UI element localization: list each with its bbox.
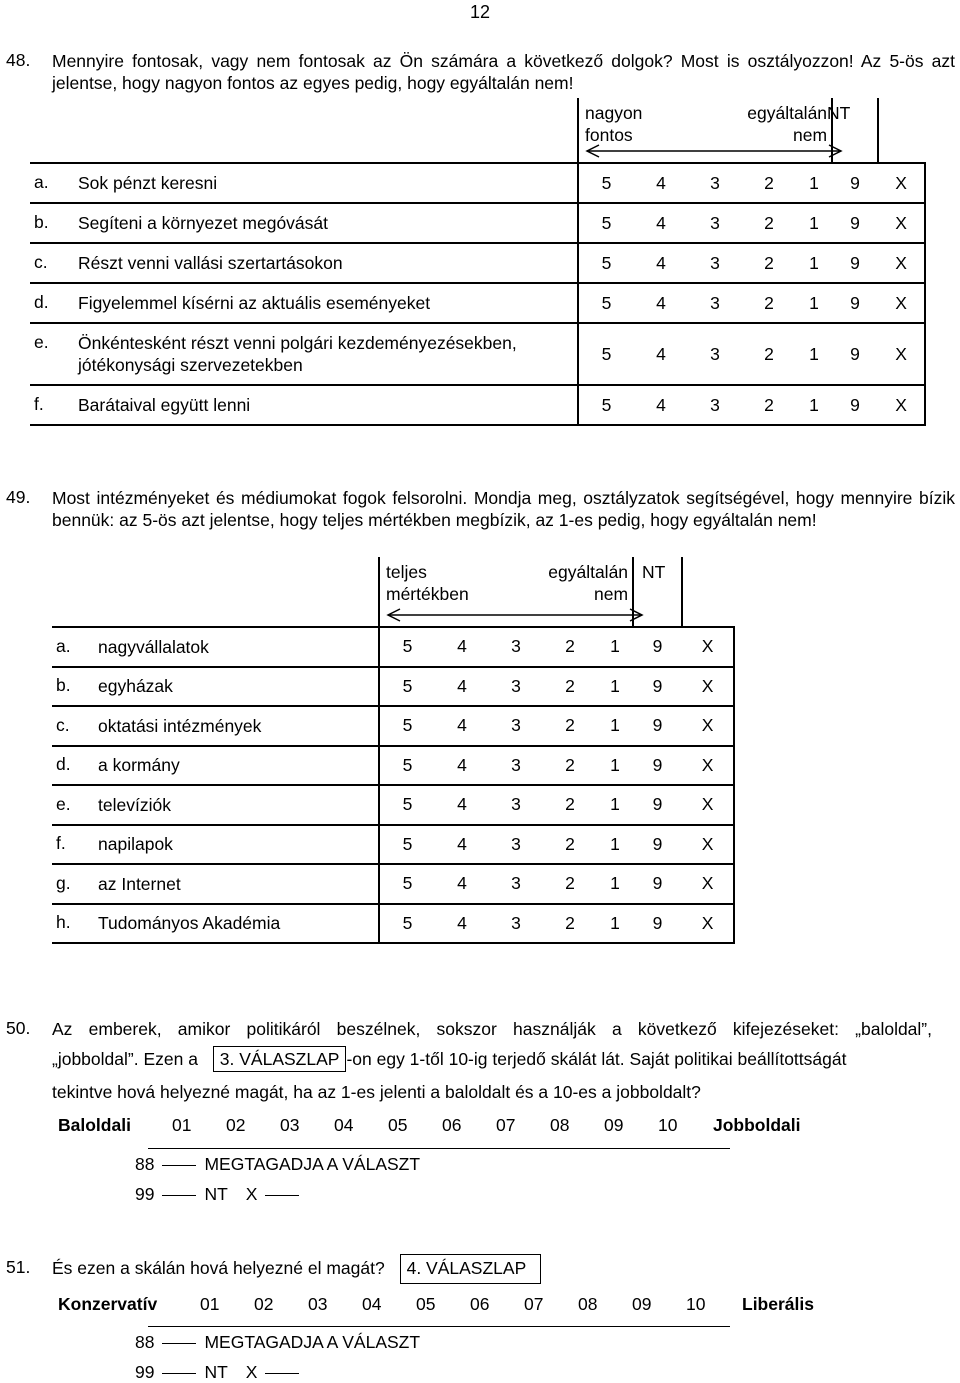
scale-option-9[interactable]: 9 — [633, 904, 682, 944]
item-letter: g. — [56, 872, 71, 893]
scale-option-07[interactable]: 07 — [496, 1115, 516, 1135]
dash-icon — [162, 1195, 196, 1196]
scale-option-08[interactable]: 08 — [550, 1115, 570, 1135]
scale-option-4[interactable]: 4 — [634, 243, 688, 283]
q51-scale — [0, 1294, 960, 1318]
item-text-line-1: Önkéntesként részt venni polgári kezdeményezésekben, — [78, 333, 517, 353]
scale-option-9[interactable]: 9 — [832, 243, 878, 283]
item-text: Segíteni a környezet megóvását — [78, 213, 329, 233]
scale-option-2[interactable]: 2 — [543, 706, 597, 746]
scale-option-X[interactable]: X — [682, 627, 734, 667]
table-row — [52, 825, 734, 865]
item-text-line-2: jótékonysági szervezetekben — [78, 355, 303, 375]
item-text: Tudományos Akadémia — [98, 913, 281, 934]
scale-option-2[interactable]: 2 — [543, 864, 597, 904]
dash-icon — [162, 1165, 196, 1166]
q50-scale — [0, 1115, 960, 1139]
item-letter: a. — [56, 635, 71, 656]
q50-right-label: Jobboldali — [713, 1115, 801, 1135]
q49-header-right-1: egyáltalán — [548, 562, 629, 582]
dash-icon — [162, 1343, 196, 1344]
q48-header-right-2: nem — [793, 125, 828, 145]
double-arrow-icon — [380, 608, 650, 622]
scale-option-1[interactable]: 1 — [796, 323, 832, 385]
q51-refuse-text: MEGTAGADJA A VÁLASZT — [204, 1332, 421, 1352]
scale-option-2[interactable]: 2 — [543, 746, 597, 786]
scale-option-5[interactable]: 5 — [379, 706, 435, 746]
scale-option-3[interactable]: 3 — [489, 785, 543, 825]
item-label-cell — [52, 667, 379, 707]
item-text: napilapok — [98, 834, 173, 855]
scale-option-1[interactable]: 1 — [796, 283, 832, 323]
scale-option-09[interactable]: 09 — [604, 1115, 624, 1135]
scale-option-X[interactable]: X — [878, 243, 925, 283]
q50-left-label: Baloldali — [58, 1115, 131, 1135]
item-text: televíziók — [98, 794, 171, 815]
q51-nt-text: NT — [204, 1362, 228, 1382]
item-label-cell — [30, 323, 578, 385]
scale-option-4[interactable]: 4 — [435, 864, 489, 904]
scale-option-3[interactable]: 3 — [688, 385, 742, 425]
table-row — [30, 243, 925, 283]
q48-header-left-1: nagyon — [585, 103, 643, 123]
scale-option-1[interactable]: 1 — [597, 785, 633, 825]
scale-option-9[interactable]: 9 — [633, 627, 682, 667]
q49-header-left-2: mértékben — [386, 584, 469, 604]
scale-option-4[interactable]: 4 — [435, 904, 489, 944]
scale-option-4[interactable]: 4 — [435, 627, 489, 667]
scale-option-2[interactable]: 2 — [742, 243, 796, 283]
scale-option-X[interactable]: X — [878, 283, 925, 323]
scale-option-06[interactable]: 06 — [442, 1115, 462, 1135]
scale-option-2[interactable]: 2 — [543, 825, 597, 865]
q50-card-box: 3. VÁLASZLAP — [213, 1046, 347, 1072]
q49-table — [52, 557, 735, 944]
scale-option-3[interactable]: 3 — [489, 627, 543, 667]
item-letter: b. — [56, 675, 71, 696]
scale-option-4[interactable]: 4 — [634, 283, 688, 323]
item-text: Részt venni vallási szertartásokon — [78, 253, 343, 273]
scale-option-02[interactable]: 02 — [254, 1294, 274, 1314]
scale-option-01[interactable]: 01 — [200, 1294, 220, 1314]
scale-option-4[interactable]: 4 — [435, 667, 489, 707]
q49-header-right-2: nem — [594, 584, 629, 604]
table-row — [52, 746, 734, 786]
q48-number: 48. — [6, 50, 31, 70]
scale-option-1[interactable]: 1 — [796, 203, 832, 243]
table-row — [30, 323, 925, 385]
table-row — [52, 785, 734, 825]
q50-refuse-code: 88 — [135, 1154, 155, 1174]
item-text: az Internet — [98, 873, 181, 894]
item-text: a kormány — [98, 755, 180, 776]
q50-line-3: tekintve hová helyezné magát, ha az 1-es jelenti a baloldalt és a 10-es a jobboldalt? — [52, 1082, 701, 1102]
scale-option-3[interactable]: 3 — [489, 706, 543, 746]
scale-option-4[interactable]: 4 — [634, 385, 688, 425]
table-row — [52, 706, 734, 746]
q50-line-1: Az emberek, amikor politikáról beszélnek, sokszor használják a következő kifejezéseket: „baloldal”, — [52, 1019, 932, 1039]
scale-option-5[interactable]: 5 — [379, 825, 435, 865]
item-letter: c. — [56, 714, 70, 735]
scale-option-3[interactable]: 3 — [688, 203, 742, 243]
q51-refuse-row — [135, 1332, 420, 1353]
item-text: Figyelemmel kísérni az aktuális eseményeket — [78, 293, 431, 313]
scale-option-9[interactable]: 9 — [633, 785, 682, 825]
item-letter: b. — [34, 212, 49, 232]
table-row — [52, 667, 734, 707]
scale-option-4[interactable]: 4 — [634, 203, 688, 243]
item-label-cell — [52, 746, 379, 786]
scale-option-X[interactable]: X — [878, 323, 925, 385]
scale-option-1[interactable]: 1 — [597, 706, 633, 746]
scale-option-X[interactable]: X — [878, 385, 925, 425]
scale-option-2[interactable]: 2 — [543, 667, 597, 707]
item-letter: f. — [56, 833, 66, 854]
scale-option-1[interactable]: 1 — [597, 667, 633, 707]
q51-nt-x: X — [245, 1362, 258, 1382]
table-row — [30, 283, 925, 323]
scale-option-3[interactable]: 3 — [688, 323, 742, 385]
scale-option-9[interactable]: 9 — [832, 323, 878, 385]
scale-option-05[interactable]: 05 — [388, 1115, 408, 1135]
item-label-cell — [52, 864, 379, 904]
item-letter: d. — [56, 754, 71, 775]
scale-option-1[interactable]: 1 — [796, 385, 832, 425]
scale-option-3[interactable]: 3 — [489, 825, 543, 865]
q51-refuse-code: 88 — [135, 1332, 155, 1352]
scale-option-5[interactable]: 5 — [578, 385, 634, 425]
scale-option-1[interactable]: 1 — [597, 864, 633, 904]
scale-option-2[interactable]: 2 — [543, 904, 597, 944]
scale-option-07[interactable]: 07 — [524, 1294, 544, 1314]
item-label-cell — [30, 385, 578, 425]
q50-line-2a: „jobboldal”. Ezen a — [52, 1049, 198, 1069]
scale-option-5[interactable]: 5 — [379, 904, 435, 944]
table-row — [30, 163, 925, 203]
q49-header-left-1: teljes — [386, 562, 427, 582]
q48-header-nt: NT — [827, 103, 851, 123]
scale-option-9[interactable]: 9 — [832, 203, 878, 243]
scale-option-1[interactable]: 1 — [796, 243, 832, 283]
q48-header-left-2: fontos — [585, 125, 633, 145]
q49-text: Most intézményeket és médiumokat fogok felsorolni. Mondja meg, osztályzatok segítségével, hogy mennyire bízik bennük: az 5-ös azt jelentse, hogy teljes mértékben megbízik, az 1-es pedig, hogy egyáltalán nem! — [52, 488, 955, 530]
dash-icon — [265, 1373, 299, 1374]
scale-option-3[interactable]: 3 — [489, 667, 543, 707]
scale-option-9[interactable]: 9 — [832, 163, 878, 203]
table-row — [52, 904, 734, 944]
scale-option-5[interactable]: 5 — [578, 203, 634, 243]
item-text: Barátaival együtt lenni — [78, 395, 251, 415]
scale-option-4[interactable]: 4 — [435, 825, 489, 865]
scale-option-X[interactable]: X — [878, 203, 925, 243]
item-label-cell — [30, 163, 578, 203]
scale-option-06[interactable]: 06 — [470, 1294, 490, 1314]
q50-scale-line — [148, 1148, 730, 1149]
scale-option-01[interactable]: 01 — [172, 1115, 192, 1135]
scale-option-02[interactable]: 02 — [226, 1115, 246, 1135]
scale-option-2[interactable]: 2 — [742, 283, 796, 323]
scale-option-04[interactable]: 04 — [362, 1294, 382, 1314]
q51-scale-line — [148, 1326, 730, 1327]
scale-option-2[interactable]: 2 — [742, 163, 796, 203]
scale-option-1[interactable]: 1 — [796, 163, 832, 203]
double-arrow-icon — [579, 144, 849, 158]
dash-icon — [162, 1373, 196, 1374]
scale-option-X[interactable]: X — [682, 904, 734, 944]
q51-left-label: Konzervatív — [58, 1294, 158, 1314]
scale-option-5[interactable]: 5 — [379, 667, 435, 707]
scale-option-3[interactable]: 3 — [489, 746, 543, 786]
scale-option-9[interactable]: 9 — [633, 746, 682, 786]
item-text — [78, 332, 517, 376]
scale-option-3[interactable]: 3 — [489, 864, 543, 904]
q50-nt-text: NT — [204, 1184, 228, 1204]
item-label-cell — [52, 627, 379, 667]
table-row — [30, 203, 925, 243]
scale-option-4[interactable]: 4 — [634, 323, 688, 385]
q50-line-2b: -on egy 1-től 10-ig terjedő skálát lát. Saját politikai beállítottságát — [346, 1049, 847, 1069]
scale-option-2[interactable]: 2 — [543, 785, 597, 825]
q51-line — [52, 1254, 541, 1284]
scale-option-4[interactable]: 4 — [634, 163, 688, 203]
scale-option-9[interactable]: 9 — [832, 283, 878, 323]
q51-number: 51. — [6, 1257, 31, 1277]
scale-option-X[interactable]: X — [682, 746, 734, 786]
item-text: Sok pénzt keresni — [78, 173, 218, 193]
q49-scale-header — [379, 557, 633, 627]
q51-card-box: 4. VÁLASZLAP — [400, 1254, 542, 1284]
scale-option-4[interactable]: 4 — [435, 785, 489, 825]
q51-text: És ezen a skálán hová helyezné el magát? — [52, 1258, 385, 1278]
scale-option-1[interactable]: 1 — [597, 746, 633, 786]
q50-nt-row — [135, 1184, 307, 1205]
scale-option-3[interactable]: 3 — [688, 283, 742, 323]
scale-option-9[interactable]: 9 — [633, 706, 682, 746]
scale-option-X[interactable]: X — [682, 825, 734, 865]
q51-right-label: Liberális — [742, 1294, 814, 1314]
q48-table — [30, 98, 926, 426]
item-label-cell — [52, 825, 379, 865]
scale-option-1[interactable]: 1 — [597, 904, 633, 944]
q48-header-right-1: egyáltalán — [747, 103, 828, 123]
item-letter: e. — [56, 793, 71, 814]
scale-option-X[interactable]: X — [878, 163, 925, 203]
scale-option-3[interactable]: 3 — [688, 243, 742, 283]
page-number: 12 — [470, 2, 491, 22]
item-text: nagyvállalatok — [98, 636, 209, 657]
item-letter: a. — [34, 172, 49, 192]
q50-nt-x: X — [245, 1184, 258, 1204]
table-row — [52, 627, 734, 667]
scale-option-2[interactable]: 2 — [742, 385, 796, 425]
scale-option-10[interactable]: 10 — [686, 1294, 706, 1314]
q49-header-nt: NT — [642, 562, 666, 582]
scale-option-04[interactable]: 04 — [334, 1115, 354, 1135]
item-label-cell — [52, 904, 379, 944]
table-row — [52, 864, 734, 904]
scale-option-05[interactable]: 05 — [416, 1294, 436, 1314]
scale-option-3[interactable]: 3 — [688, 163, 742, 203]
item-letter: f. — [34, 394, 44, 414]
scale-option-5[interactable]: 5 — [578, 243, 634, 283]
scale-option-03[interactable]: 03 — [308, 1294, 328, 1314]
dash-icon — [265, 1195, 299, 1196]
item-letter: e. — [34, 332, 49, 352]
item-letter: h. — [56, 912, 71, 933]
table-row — [30, 385, 925, 425]
scale-option-X[interactable]: X — [682, 785, 734, 825]
item-letter: d. — [34, 292, 49, 312]
item-label-cell — [52, 706, 379, 746]
item-text: egyházak — [98, 676, 173, 697]
item-label-cell — [52, 785, 379, 825]
scale-option-2[interactable]: 2 — [742, 203, 796, 243]
item-label-cell — [30, 203, 578, 243]
scale-option-X[interactable]: X — [682, 667, 734, 707]
item-label-cell — [30, 243, 578, 283]
scale-option-4[interactable]: 4 — [435, 746, 489, 786]
scale-option-2[interactable]: 2 — [543, 627, 597, 667]
scale-option-4[interactable]: 4 — [435, 706, 489, 746]
q50-line-2 — [52, 1046, 937, 1072]
q50-refuse-text: MEGTAGADJA A VÁLASZT — [204, 1154, 421, 1174]
q48-scale-header — [578, 98, 832, 163]
scale-option-9[interactable]: 9 — [832, 385, 878, 425]
scale-option-5[interactable]: 5 — [578, 323, 634, 385]
item-text: oktatási intézmények — [98, 715, 262, 736]
scale-option-2[interactable]: 2 — [742, 323, 796, 385]
scale-option-5[interactable]: 5 — [379, 746, 435, 786]
scale-option-X[interactable]: X — [682, 706, 734, 746]
scale-option-9[interactable]: 9 — [633, 864, 682, 904]
scale-option-5[interactable]: 5 — [578, 283, 634, 323]
scale-option-03[interactable]: 03 — [280, 1115, 300, 1135]
scale-option-5[interactable]: 5 — [379, 864, 435, 904]
scale-option-X[interactable]: X — [682, 864, 734, 904]
q49-number: 49. — [6, 487, 31, 507]
scale-option-5[interactable]: 5 — [578, 163, 634, 203]
q48-text: Mennyire fontosak, vagy nem fontosak az Ön számára a következő dolgok? Most is osztályozzon! Az 5-ös azt jelentse, hogy nagyon fontos az egyes pedig, hogy egyáltalán nem! — [52, 51, 955, 93]
scale-option-9[interactable]: 9 — [633, 667, 682, 707]
q50-number: 50. — [6, 1018, 31, 1038]
item-label-cell — [30, 283, 578, 323]
q51-nt-code: 99 — [135, 1362, 155, 1382]
scale-option-9[interactable]: 9 — [633, 825, 682, 865]
scale-option-1[interactable]: 1 — [597, 825, 633, 865]
scale-option-08[interactable]: 08 — [578, 1294, 598, 1314]
q50-nt-code: 99 — [135, 1184, 155, 1204]
scale-option-10[interactable]: 10 — [658, 1115, 678, 1135]
q50-refuse-row — [135, 1154, 420, 1175]
scale-option-5[interactable]: 5 — [379, 627, 435, 667]
item-letter: c. — [34, 252, 48, 272]
scale-option-5[interactable]: 5 — [379, 785, 435, 825]
scale-option-09[interactable]: 09 — [632, 1294, 652, 1314]
scale-option-3[interactable]: 3 — [489, 904, 543, 944]
scale-option-1[interactable]: 1 — [597, 627, 633, 667]
